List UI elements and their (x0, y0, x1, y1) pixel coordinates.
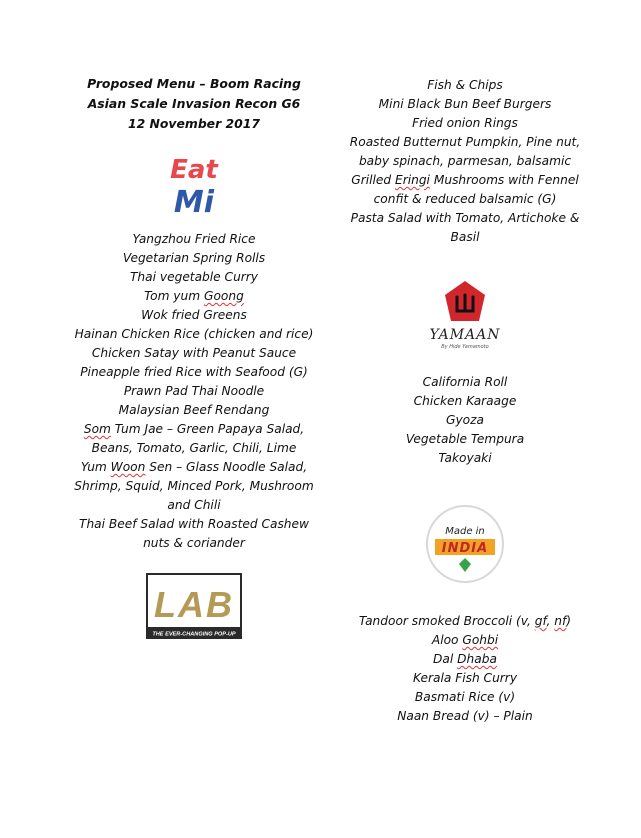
menu-item: Mini Black Bun Beef Burgers (378, 97, 552, 111)
menu-item: Vegetarian Spring Rolls (122, 251, 266, 265)
menu-item (340, 171, 590, 209)
menu-item: Pasta Salad with Tomato, Artichoke & Basil (350, 211, 580, 244)
menu-title (68, 74, 320, 134)
eatmi-logo-bottom: Mi (173, 185, 215, 218)
menu-item (68, 287, 320, 306)
menu-item: Takoyaki (438, 451, 492, 465)
menu-item: Basmati Rice (v) (414, 690, 516, 704)
yamaan-logo (417, 277, 513, 351)
menu-item: Naan Bread (v) – Plain (397, 709, 533, 723)
menu-item: Yangzhou Fried Rice (132, 232, 256, 246)
spellcheck-word: Goong (204, 289, 244, 303)
eatmi-logo-top: Eat (170, 155, 218, 185)
spellcheck-word: Gohbi (462, 633, 499, 647)
title-line-2: Asian Scale Invasion Recon G6 (87, 96, 301, 111)
menu-item: Kerala Fish Curry (412, 671, 518, 685)
menu-item: Thai vegetable Curry (129, 270, 259, 284)
menu-item: Fried onion Rings (412, 116, 518, 130)
menu-item (340, 612, 590, 631)
menu-item: Roasted Butternut Pumpkin, Pine nut, baby spinach, parmesan, balsamic (349, 135, 581, 168)
menu-item: California Roll (422, 375, 508, 389)
menu-item-text: Tandoor smoked Broccoli (v, (358, 614, 535, 628)
menu-item-text: Mushrooms with Fennel confit & reduced balsamic (G) (373, 173, 579, 206)
india-logo-made: Made in (445, 526, 485, 537)
india-menu-list (340, 612, 590, 726)
menu-item-text: , (546, 614, 555, 628)
menu-item: Pineapple fried Rice with Seafood (G) (80, 365, 308, 379)
menu-item: Vegetable Tempura (405, 432, 525, 446)
yamaan-logo-name: YAMAAN (429, 327, 501, 343)
menu-item: Chicken Satay with Peanut Sauce (91, 346, 297, 360)
menu-item: Malaysian Beef Rendang (118, 403, 270, 417)
menu-item-text: Dal (433, 652, 458, 666)
menu-item-text: Tum Jae – Green Papaya Salad, Beans, Tomato, Garlic, Chili, Lime (91, 422, 305, 455)
eatmi-menu-list (68, 230, 320, 553)
india-logo-name: INDIA (441, 541, 489, 556)
yamaan-logo-sub: By Hide Yamamoto (441, 344, 489, 350)
menu-item-text: Sen – Glass Noodle Salad, Shrimp, Squid, Minced Pork, Mushroom and Chili (74, 460, 314, 512)
title-date: 12 November 2017 (127, 116, 260, 131)
yamaan-menu-list (340, 373, 590, 468)
menu-item (340, 650, 590, 669)
menu-item: Thai Beef Salad with Roasted Cashew nuts & coriander (79, 517, 309, 550)
menu-item: Hainan Chicken Rice (chicken and rice) (74, 327, 314, 341)
spellcheck-word: gf (534, 614, 547, 628)
menu-item-text: Grilled (351, 173, 395, 187)
menu-item (340, 631, 590, 650)
lab-logo-tagline: THE EVER-CHANGING POP-UP (152, 631, 236, 638)
spellcheck-word: nf (554, 614, 567, 628)
made-in-india-logo (425, 504, 505, 584)
title-line-1: Proposed Menu – Boom Racing (87, 76, 301, 91)
menu-item: Wok fried Greens (141, 308, 247, 322)
menu-item-text: Aloo (431, 633, 463, 647)
spellcheck-word: Woon (110, 460, 146, 474)
lab-logo (146, 573, 242, 639)
menu-item-text: ) (566, 614, 572, 628)
right-column (340, 76, 590, 726)
spellcheck-word: Eringi (395, 173, 430, 187)
menu-item: Prawn Pad Thai Noodle (123, 384, 265, 398)
left-column (68, 74, 320, 639)
eatmi-logo (164, 148, 224, 218)
menu-item (68, 420, 320, 458)
lab-menu-list (340, 76, 590, 247)
menu-item (68, 458, 320, 515)
menu-item: Chicken Karaage (413, 394, 517, 408)
menu-item-text: Yum (80, 460, 111, 474)
menu-item-text: Tom yum (144, 289, 204, 303)
spellcheck-word: Dhaba (457, 652, 497, 666)
spellcheck-word: Som (83, 422, 111, 436)
lab-logo-text: LAB (154, 584, 234, 625)
menu-item: Gyoza (446, 413, 484, 427)
menu-item: Fish & Chips (427, 78, 503, 92)
